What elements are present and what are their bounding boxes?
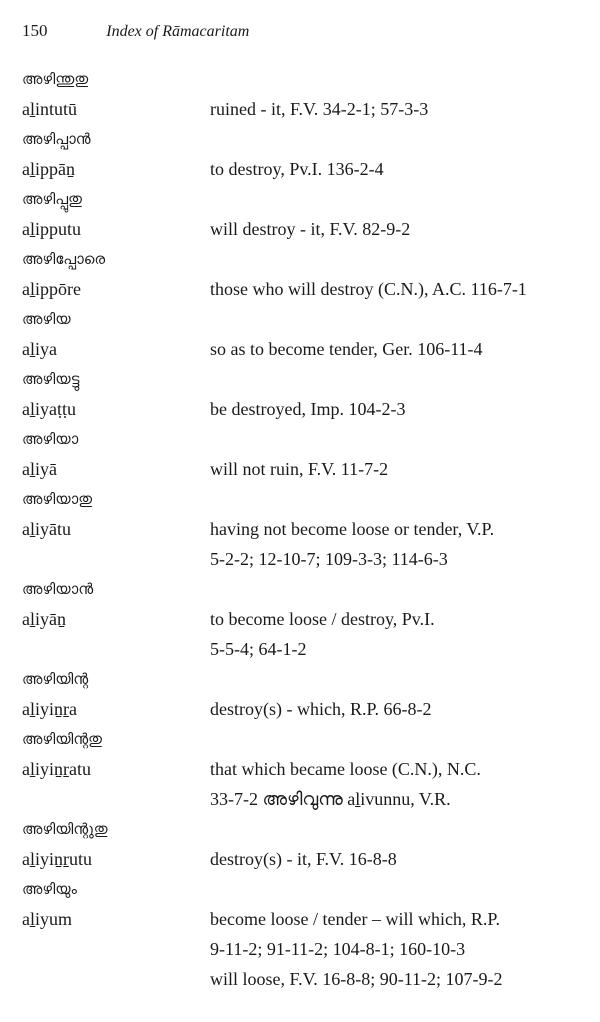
transliteration: aḻiyātu [22, 519, 71, 539]
gloss [210, 154, 592, 184]
gloss-line: will loose, F.V. 16-8-8; 90-11-2; 107-9-2 [210, 969, 503, 989]
gloss-line: 5-2-2; 12-10-7; 109-3-3; 114-6-3 [210, 549, 448, 569]
gloss-line: become loose / tender – will which, R.P. [210, 909, 500, 929]
index-entry-row [22, 454, 592, 484]
transliteration: aḻiyiṉṟatu [22, 759, 91, 779]
gloss-line: so as to become tender, Ger. 106-11-4 [210, 339, 483, 359]
gloss [210, 274, 592, 304]
gloss-line: 33-7-2 അഴിവുന്നു aḻivunnu, V.R. [210, 789, 451, 809]
gloss [210, 214, 592, 244]
transliteration: aḻiya [22, 339, 57, 359]
gloss-line: destroy(s) - which, R.P. 66-8-2 [210, 699, 432, 719]
malayalam-headword: അഴിപ്പുതു [22, 190, 82, 208]
index-entries [22, 64, 592, 994]
page-header [22, 18, 249, 45]
gloss-line: destroy(s) - it, F.V. 16-8-8 [210, 849, 397, 869]
transliteration: aḻiyiṉṟutu [22, 849, 92, 869]
malayalam-headword: അഴിയട്ടു [22, 370, 80, 388]
transliteration: aḻiyum [22, 909, 72, 929]
malayalam-headword: അഴിയിന്റതു [22, 730, 102, 748]
index-entry-row [22, 154, 592, 184]
gloss-line: to destroy, Pv.I. 136-2-4 [210, 159, 384, 179]
gloss-line: having not become loose or tender, V.P. [210, 519, 495, 539]
gloss-line: those who will destroy (C.N.), A.C. 116-7-1 [210, 279, 527, 299]
index-entry-row [22, 394, 592, 424]
index-entry-row [22, 844, 592, 874]
malayalam-headword: അഴിയും [22, 880, 77, 898]
transliteration: aḻipputu [22, 219, 81, 239]
gloss-line: will destroy - it, F.V. 82-9-2 [210, 219, 411, 239]
gloss [210, 904, 592, 994]
malayalam-headword: അഴിയിന്റ [22, 670, 89, 688]
gloss-line: will not ruin, F.V. 11-7-2 [210, 459, 389, 479]
index-entry-row [22, 904, 592, 994]
transliteration: aḻintutū [22, 99, 77, 119]
gloss [210, 604, 592, 664]
transliteration: aḻippōre [22, 279, 81, 299]
gloss-line: ruined - it, F.V. 34-2-1; 57-3-3 [210, 99, 429, 119]
malayalam-headword: അഴിയിന്റുതു [22, 820, 108, 838]
index-entry-row [22, 334, 592, 364]
gloss-line: that which became loose (C.N.), N.C. [210, 759, 481, 779]
gloss-line: 5-5-4; 64-1-2 [210, 639, 307, 659]
index-entry-row [22, 754, 592, 814]
transliteration: aḻiyā [22, 459, 57, 479]
gloss [210, 394, 592, 424]
malayalam-headword: അഴിയാ [22, 430, 79, 448]
transliteration: aḻippāṉ [22, 159, 75, 179]
gloss-line: to become loose / destroy, Pv.I. [210, 609, 435, 629]
index-entry-row [22, 694, 592, 724]
gloss [210, 334, 592, 364]
page-number: 150 [22, 21, 48, 40]
index-entry-row [22, 214, 592, 244]
malayalam-headword: അഴിയാൻ [22, 580, 94, 598]
transliteration: aḻiyiṉṟa [22, 699, 77, 719]
running-title: Index of Rāmacaritam [106, 23, 250, 40]
gloss [210, 844, 592, 874]
index-entry-row [22, 94, 592, 124]
index-entry-row [22, 514, 592, 574]
malayalam-headword: അഴിപ്പോരെ [22, 250, 106, 268]
gloss [210, 694, 592, 724]
malayalam-headword: അഴിപ്പാൻ [22, 130, 91, 148]
gloss-line: be destroyed, Imp. 104-2-3 [210, 399, 406, 419]
malayalam-headword: അഴിയാതു [22, 490, 92, 508]
gloss [210, 754, 592, 814]
malayalam-headword: അഴിയ [22, 310, 71, 328]
gloss-line: 9-11-2; 91-11-2; 104-8-1; 160-10-3 [210, 939, 466, 959]
transliteration: aḻiyaṭṭu [22, 399, 76, 419]
gloss [210, 454, 592, 484]
gloss [210, 514, 592, 574]
index-entry-row [22, 274, 592, 304]
malayalam-headword: അഴിന്തുതു [22, 70, 89, 88]
gloss [210, 94, 592, 124]
transliteration: aḻiyāṉ [22, 609, 66, 629]
index-entry-row [22, 604, 592, 664]
